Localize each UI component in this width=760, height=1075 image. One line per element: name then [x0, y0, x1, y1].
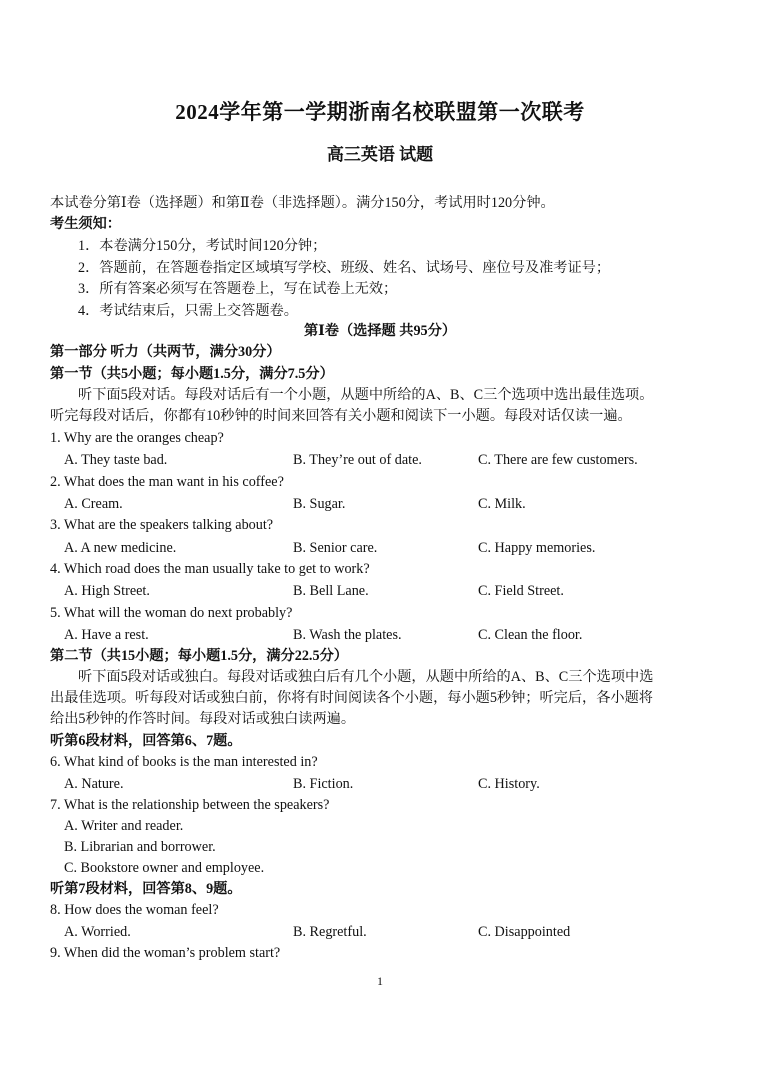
notice-item: 1．本卷满分150分，考试时间120分钟； [78, 238, 327, 254]
question-stem: 2. What does the man want in his coffee? [50, 474, 284, 490]
option-b: B. Fiction. [293, 776, 354, 792]
question-stem: 1. Why are the oranges cheap? [50, 430, 224, 446]
section-instructions: 听下面5段对话。每段对话后有一个小题，从题中所给的A、B、C三个选项中选出最佳选项。 [78, 387, 654, 403]
option-a: A. Have a rest. [64, 627, 149, 643]
intro-text: 本试卷分第Ⅰ卷（选择题）和第Ⅱ卷（非选择题）。满分150分，考试用时120分钟。 [50, 195, 555, 211]
option-a: A. High Street. [64, 583, 150, 599]
question-stem: 3. What are the speakers talking about? [50, 517, 274, 533]
question-stem: 6. What kind of books is the man interested in? [50, 754, 318, 770]
option-c: C. Bookstore owner and employee. [64, 860, 265, 876]
option-c: C. History. [478, 776, 540, 792]
option-b: B. Regretful. [293, 924, 367, 940]
question-stem: 7. What is the relationship between the speakers? [50, 797, 330, 813]
option-b: B. Sugar. [293, 496, 346, 512]
page-number: 1 [377, 974, 383, 988]
option-a: A. Writer and reader. [64, 818, 184, 834]
section-instructions: 给出5秒钟的作答时间。每段对话或独白读两遍。 [50, 711, 356, 727]
option-c: C. Clean the floor. [478, 627, 583, 643]
option-a: A. Cream. [64, 496, 123, 512]
question-stem: 4. Which road does the man usually take to get to work? [50, 561, 370, 577]
option-b: B. Librarian and borrower. [64, 839, 216, 855]
option-c: C. Milk. [478, 496, 526, 512]
material-heading: 听第6段材料，回答第6、7题。 [50, 733, 242, 749]
section-instructions: 听完每段对话后，你都有10秒钟的时间来回答有关小题和阅读下一小题。每段对话仅读一遍。 [50, 408, 632, 424]
page-subtitle: 高三英语 试题 [326, 145, 434, 164]
option-b: B. Senior care. [293, 540, 378, 556]
option-b: B. Bell Lane. [293, 583, 369, 599]
option-b: B. They’re out of date. [293, 452, 422, 468]
section-title: 第一节（共5小题；每小题1.5分，满分7.5分） [50, 366, 334, 382]
page-title: 2024学年第一学期浙南名校联盟第一次联考 [175, 100, 585, 124]
option-c: C. There are few customers. [478, 452, 638, 468]
notice-item: 4．考试结束后，只需上交答题卷。 [78, 303, 298, 319]
option-c: C. Happy memories. [478, 540, 596, 556]
section-instructions: 听下面5段对话或独白。每段对话或独白后有几个小题，从题中所给的A、B、C三个选项中选 [78, 669, 654, 685]
question-stem: 5. What will the woman do next probably? [50, 605, 293, 621]
section-title: 第二节（共15小题；每小题1.5分，满分22.5分） [50, 648, 348, 664]
option-a: A. A new medicine. [64, 540, 177, 556]
question-stem: 8. How does the woman feel? [50, 902, 219, 918]
material-heading: 听第7段材料，回答第8、9题。 [50, 881, 242, 897]
notice-item: 3．所有答案必须写在答题卷上，写在试卷上无效； [78, 281, 398, 297]
option-a: A. Worried. [64, 924, 131, 940]
option-a: A. They taste bad. [64, 452, 168, 468]
option-a: A. Nature. [64, 776, 124, 792]
volume-title: 第Ⅰ卷（选择题 共95分） [303, 323, 457, 339]
option-c: C. Disappointed [478, 924, 571, 940]
notice-item: 2．答题前，在答题卷指定区域填写学校、班级、姓名、试场号、座位号及准考证号； [78, 260, 611, 276]
part-title: 第一部分 听力（共两节，满分30分） [50, 344, 281, 360]
notice-heading: 考生须知： [50, 216, 121, 232]
option-c: C. Field Street. [478, 583, 564, 599]
section-instructions: 出最佳选项。听每段对话或独白前，你将有时间阅读各个小题，每小题5秒钟；听完后，各小题将 [50, 690, 653, 706]
question-stem: 9. When did the woman’s problem start? [50, 945, 281, 961]
option-b: B. Wash the plates. [293, 627, 402, 643]
